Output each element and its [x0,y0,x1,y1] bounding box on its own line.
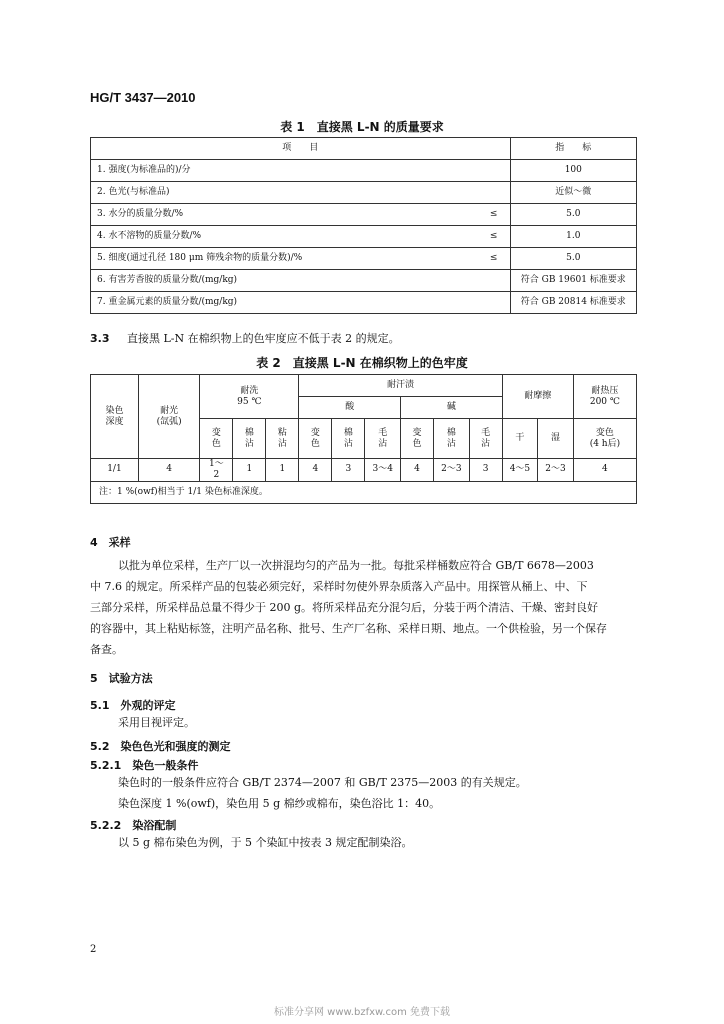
table2-cell: 1～2 [200,459,233,482]
table1-spec: 100 [510,160,636,182]
table2-cell: 4～5 [502,459,538,482]
table2-note: 注：1 %(owf)相当于 1/1 染色标准深度。 [91,481,637,503]
table2-cell: 1/1 [91,459,139,482]
table-row [91,248,637,270]
table2-sub: 棉 沾 [434,419,470,459]
table2-cell: 3 [469,459,502,482]
table2-sub: 干 [502,419,538,459]
table2-cell: 4 [138,459,199,482]
table1-spec: 1.0 [510,226,636,248]
table2-cell: 2～3 [538,459,574,482]
table1-item: 1. 强度(为标准品的)/分 [91,160,478,182]
section-3-3 [90,328,400,349]
table2-h-sweat: 耐汗渍 [299,375,502,397]
table1-header-row [91,138,637,160]
table2-cell: 4 [573,459,636,482]
section-4-line: 中 7.6 的规定。所采样产品的包装必须完好，采样时勿使外界杂质落入产品中。用探管从桶上、中、下 [90,580,588,593]
table2-caption: 表 2 直接黑 L-N 在棉织物上的色牢度 [256,356,468,370]
table1-col-spec: 指 标 [510,138,636,160]
section-5-2-title: 5.2 染色色光和强度的测定 [90,740,231,753]
table1-op: ≤ [478,248,511,270]
table2-sub: 湿 [538,419,574,459]
table1-op: ≤ [478,226,511,248]
table2-h-rub: 耐摩擦 [502,375,573,419]
table1-item: 6. 有害芳香胺的质量分数/(mg/kg) [91,270,478,292]
section-4-title: 4 采样 [90,536,131,549]
table2-sub: 棉 沾 [233,419,266,459]
table2-note-row [91,481,637,503]
section-5-2-1-line1: 染色时的一般条件应符合 GB/T 2374—2007 和 GB/T 2375—2003 的有关规定。 [118,776,527,789]
table2-sub: 变 色 [299,419,332,459]
table1-op [478,270,511,292]
section-4-line: 三部分采样，所采样品总量不得少于 200 g。将所采样品充分混匀后，分装于两个清洁、干燥、密封良好 [90,601,599,614]
table1-op [478,292,511,314]
table1-op [478,182,511,204]
table2-sub: 粘 沾 [266,419,299,459]
standard-code: HG/T 3437—2010 [90,90,196,105]
table1-item: 3. 水分的质量分数/% [91,204,478,226]
table1-caption: 表 1 直接黑 L-N 的质量要求 [280,120,444,134]
section-5-2-2-text: 以 5 g 棉布染色为例，于 5 个染缸中按表 3 规定配制染浴。 [118,836,413,849]
footer-watermark: 标准分享网 www.bzfxw.com 免费下载 [274,1007,450,1018]
table2-h-wash: 耐洗 95 ℃ [200,375,299,419]
table2-h-depth: 染色 深度 [91,375,139,459]
table2-sub: 棉 沾 [332,419,365,459]
table2-cell: 3 [332,459,365,482]
section-3-3-text: 直接黑 L-N 在棉织物上的色牢度应不低于表 2 的规定。 [127,332,400,345]
table2-sub: 毛 沾 [365,419,401,459]
section-4-line: 的容器中，其上粘贴标签，注明产品名称、批号、生产厂名称、采样日期、地点。一个供检验，另一个保存 [90,622,607,635]
table1-op: ≤ [478,204,511,226]
table1-item: 4. 水不溶物的质量分数/% [91,226,478,248]
table-row [91,182,637,204]
page-number: 2 [90,944,97,955]
table2-h-heat: 耐热压 200 ℃ [573,375,636,419]
table2-cell: 3～4 [365,459,401,482]
table-row [91,459,637,482]
table2-h-light: 耐光 (氙弧) [138,375,199,459]
section-5-title: 5 试验方法 [90,672,153,685]
table-row [91,160,637,182]
table1-item: 5. 细度(通过孔径 180 μm 筛残余物的质量分数)/% [91,248,478,270]
section-3-3-number: 3.3 [90,332,110,345]
table2-sub: 变色 (4 h后) [573,419,636,459]
table1-spec: 近似～微 [510,182,636,204]
table1-col-item: 项 目 [91,138,511,160]
table1 [90,137,637,314]
table2 [90,374,637,504]
section-5-2-2-title: 5.2.2 染浴配制 [90,819,177,832]
table2-sub: 毛 沾 [469,419,502,459]
table2-cell: 4 [299,459,332,482]
section-5-2-1-line2: 染色深度 1 %(owf)，染色用 5 g 棉纱或棉布，染色浴比 1：40。 [118,797,441,810]
table1-spec: 符合 GB 19601 标准要求 [510,270,636,292]
table2-h-alkali: 碱 [401,397,503,419]
table2-sub: 变 色 [401,419,434,459]
table2-cell: 1 [266,459,299,482]
table1-spec: 5.0 [510,204,636,226]
section-5-2-1-title: 5.2.1 染色一般条件 [90,759,199,772]
table-row [91,226,637,248]
table1-item: 2. 色光(与标准品) [91,182,478,204]
table2-h-acid: 酸 [299,397,401,419]
table1-spec: 5.0 [510,248,636,270]
section-5-1-text: 采用目视评定。 [118,716,195,729]
table1-op [478,160,511,182]
table1-item: 7. 重金属元素的质量分数/(mg/kg) [91,292,478,314]
section-4-body [90,555,650,660]
table2-header-row-1 [91,375,637,397]
table-row [91,204,637,226]
table-row [91,270,637,292]
table-row [91,292,637,314]
table2-cell: 4 [401,459,434,482]
section-4-line: 备查。 [90,643,123,656]
section-4-line: 以批为单位采样，生产厂以一次拼混均匀的产品为一批。每批采样桶数应符合 GB/T 6678—2003 [118,559,594,572]
section-5-1-title: 5.1 外观的评定 [90,699,176,712]
table2-sub: 变 色 [200,419,233,459]
table2-cell: 2～3 [434,459,470,482]
table2-cell: 1 [233,459,266,482]
table1-spec: 符合 GB 20814 标准要求 [510,292,636,314]
